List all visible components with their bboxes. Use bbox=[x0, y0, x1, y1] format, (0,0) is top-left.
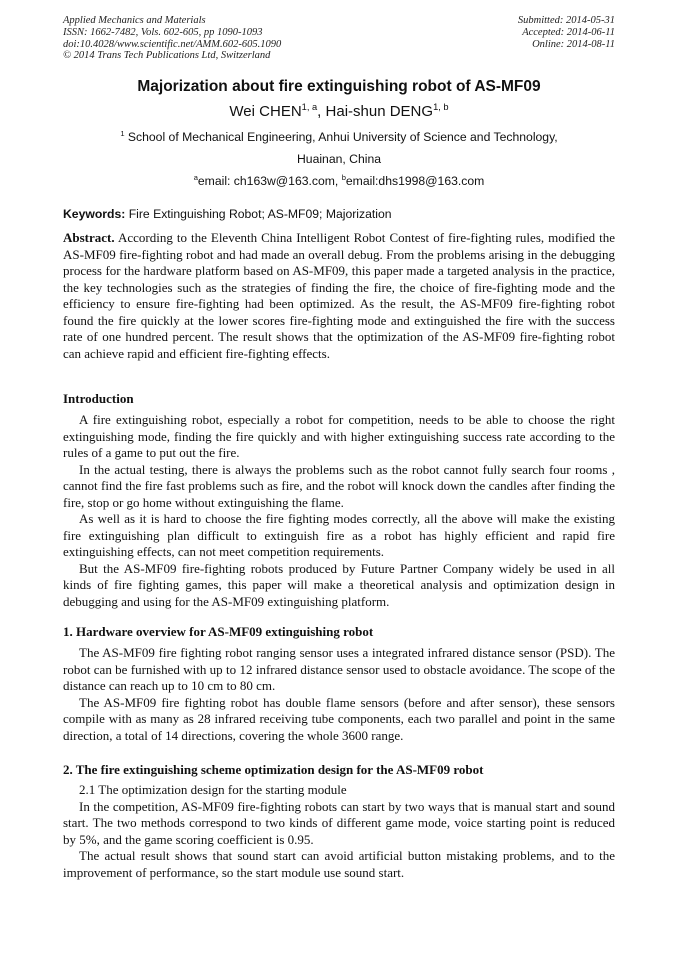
journal-info bbox=[63, 15, 281, 62]
paragraph: The AS-MF09 fire fighting robot ranging sensor uses a integrated infrared distance sensor (PSD). The robot can be furnished with up to 12 infrared distance sensor used to obstacle avoidance. The scope of the distance can reach up to 10 cm to 80 cm. bbox=[63, 645, 615, 693]
author-1-affiliation: 1, a bbox=[301, 102, 318, 112]
paragraph: As well as it is hard to choose the fire fighting modes correctly, all the above will make the existing fire extinguishing plan difficult to extinguish fire as a robot has highly efficient and rapid fire extinguishing effects, can not meet competition requirements. bbox=[63, 511, 615, 559]
journal-doi: doi:10.4028/www.scientific.net/AMM.602-605.1090 bbox=[63, 38, 282, 50]
author-2-affiliation: 1, b bbox=[433, 102, 449, 112]
abstract-label: Abstract. bbox=[63, 230, 115, 245]
journal-issn: ISSN: 1662-7482, Vols. 602-605, pp 1090-1093 bbox=[63, 26, 263, 38]
affiliation-line-1: $^1$ School of Mechanical Engineering, Anhui University of Science and Technology, bbox=[120, 128, 558, 144]
submission-dates bbox=[518, 15, 615, 50]
section-2-body bbox=[63, 782, 615, 881]
introduction-heading: Introduction bbox=[63, 391, 134, 406]
section-1-body bbox=[63, 645, 615, 744]
paragraph: In the actual testing, there is always the problems such as the robot cannot fully search four rooms , cannot find the fire fast problems such as fire, and the robot will knock down the candles after finding the fire, stop or go home without extinguishing the flame. bbox=[63, 461, 615, 510]
online-date: Online: 2014-08-11 bbox=[532, 38, 615, 50]
keywords-text: Fire Extinguishing Robot; AS-MF09; Majorization bbox=[125, 207, 392, 221]
abstract-text: According to the Eleventh China Intelligent Robot Contest of fire-fighting rules, modified the AS-MF09 fire-fighting robot and had made an overall debug. From the problems arising in the debugging process for the hardware platform based on AS-MF09, this paper made a targeted analysis in the practice, the key technologies such as the strategies of finding the fire, the choice of fire-fighting mode and the efficiency to ensure fire-fighting had been optimized. As the result, the AS-MF09 fire-fighting robot found the fire quickly at the lower scores fire-fighting mode and extinguished the fire with the success rate of one hundred percent. The result shows that the optimization of the AS-MF09 fire-fighting robot can achieve rapid and efficient fire-fighting effects. bbox=[63, 230, 615, 361]
author-2: Hai-shun DENG bbox=[325, 103, 434, 120]
section-2-heading: 2. The fire extinguishing scheme optimization design for the AS-MF09 robot bbox=[63, 762, 484, 777]
accepted-date: Accepted: 2014-06-11 bbox=[522, 26, 615, 38]
journal-name: Applied Mechanics and Materials bbox=[63, 15, 206, 26]
author-separator: , bbox=[317, 103, 326, 120]
author-1: Wei CHEN bbox=[229, 103, 302, 120]
introduction-body bbox=[63, 412, 615, 610]
affiliation-line-2: Huainan, China bbox=[296, 152, 381, 166]
paragraph: A fire extinguishing robot, especially a robot for competition, needs to be able to choose the right extinguishing mode, finding the fire quickly and with higher extinguishing success rate according to the rules of a game to put out the fire. bbox=[63, 412, 615, 460]
submitted-date: Submitted: 2014-05-31 bbox=[517, 15, 615, 26]
email-b: email:dhs1998@163.com bbox=[345, 174, 485, 188]
paragraph: In the competition, AS-MF09 fire-fighting robots can start by two ways that is manual start and sound start. The two methods correspond to two kinds of different game mode, voice starting point is reduced by 5%, and the game scoring coefficient is 0.95. bbox=[63, 798, 615, 847]
section-1-heading: 1. Hardware overview for AS-MF09 extinguishing robot bbox=[63, 624, 374, 639]
author-line bbox=[0, 103, 678, 120]
paragraph: But the AS-MF09 fire-fighting robots produced by Future Partner Company widely be used in all kinds of fire fighting games, this paper will make a theoretical analysis and optimization design in debugging and using for the AS-MF09 extinguishing platform. bbox=[63, 560, 615, 609]
email-line: $^a$email: ch163w@163.com, $^b$email:dhs1998@163.com bbox=[193, 172, 485, 188]
subsection-2-1-heading: 2.1 The optimization design for the starting module bbox=[79, 782, 347, 797]
journal-copyright: © 2014 Trans Tech Publications Ltd, Switzerland bbox=[63, 50, 271, 62]
keywords-label: Keywords: bbox=[63, 207, 126, 221]
affiliation-number: 1 bbox=[120, 128, 125, 138]
paper-title: Majorization about fire extinguishing robot of AS-MF09 bbox=[137, 78, 541, 95]
email-a: email: ch163w@163.com, bbox=[197, 174, 342, 188]
paragraph: The AS-MF09 fire fighting robot has double flame sensors (before and after sensor), these sensors compile with as many as 28 infrared receiving tube components, each two parallel and point in the same direction, a total of 14 directions, covering the whole 3600 range. bbox=[63, 694, 615, 743]
abstract bbox=[63, 230, 615, 362]
keywords bbox=[63, 207, 615, 221]
paragraph: The actual result shows that sound start can avoid artificial button mistaking problems, and to the improvement of performance, so the start module use sound start. bbox=[63, 848, 615, 880]
